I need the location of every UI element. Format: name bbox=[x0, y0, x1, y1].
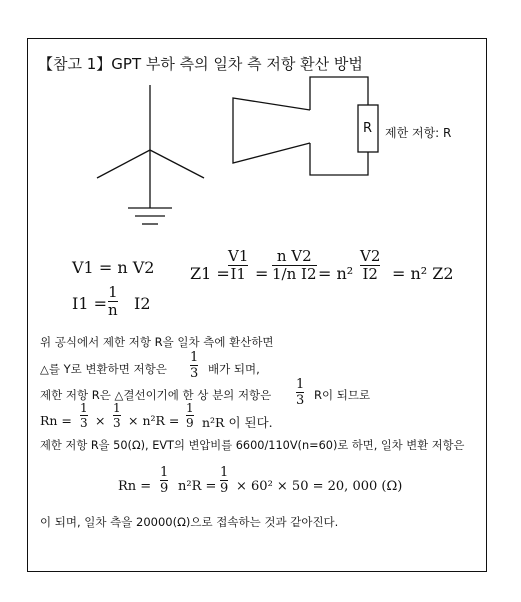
resistor-label: R bbox=[363, 121, 373, 136]
body-line-3-fraction bbox=[296, 378, 304, 407]
formula-v1: V1 = n V2 bbox=[72, 258, 155, 277]
body-line-6-end: × 60² × 50 = 20, 000 (Ω) bbox=[236, 479, 403, 494]
fraction-denominator: 9 bbox=[160, 481, 169, 496]
body-line-2-b: 배가 되며, bbox=[208, 362, 260, 376]
fraction-numerator: 1 bbox=[186, 401, 194, 415]
fraction-denominator: 3 bbox=[113, 416, 121, 430]
fraction-denominator: 3 bbox=[80, 416, 88, 430]
body-line-4-fraction-3 bbox=[186, 402, 194, 429]
formula-z1-end: = n² Z2 bbox=[392, 264, 454, 283]
body-line-2-fraction bbox=[190, 351, 198, 380]
formula-z1-fraction-3 bbox=[360, 249, 380, 282]
formula-i1-lhs: I1 = bbox=[72, 294, 107, 313]
open-delta-resistor-circuit bbox=[233, 77, 378, 175]
fraction-numerator: V2 bbox=[360, 247, 381, 265]
fraction-numerator: 1 bbox=[80, 401, 88, 415]
body-line-4-end: n²R 이 된다. bbox=[202, 415, 273, 430]
body-line-4-mid: × n²R = bbox=[128, 413, 180, 428]
fraction-denominator: I1 bbox=[230, 265, 246, 283]
body-line-7: 이 되며, 일차 측을 20000(Ω)으로 접속하는 것과 같아진다. bbox=[40, 515, 339, 529]
body-line-4-fraction-2 bbox=[113, 402, 121, 429]
resistor-caption: 제한 저항: R bbox=[385, 126, 452, 140]
fraction-denominator: 9 bbox=[220, 481, 229, 496]
fraction-denominator: 3 bbox=[190, 366, 199, 381]
fraction-denominator: 3 bbox=[296, 393, 305, 408]
fraction-numerator: 1 bbox=[190, 350, 199, 365]
formula-z1-lhs: Z1 = bbox=[190, 264, 230, 283]
body-line-2-a: △를 Y로 변환하면 저항은 bbox=[40, 362, 167, 376]
body-line-6-fraction-1 bbox=[160, 466, 168, 495]
formula-z1-eq1: = bbox=[255, 264, 269, 283]
body-line-1: 위 공식에서 제한 저항 R을 일차 측에 환산하면 bbox=[40, 335, 274, 349]
fraction-denominator: 9 bbox=[186, 416, 194, 430]
body-line-4-fraction-1 bbox=[80, 402, 88, 429]
fraction-numerator: 1 bbox=[113, 401, 121, 415]
document-title: 【참고 1】GPT 부하 측의 일차 측 저항 환산 방법 bbox=[38, 55, 363, 73]
fraction-denominator: n bbox=[108, 301, 118, 319]
formula-z1-fraction-1 bbox=[228, 249, 248, 282]
fraction-denominator: I2 bbox=[362, 265, 378, 283]
formula-i1-rhs: I2 bbox=[134, 294, 151, 313]
body-line-6-fraction-2 bbox=[220, 466, 228, 495]
body-line-4-times: × bbox=[95, 413, 106, 428]
fraction-numerator: 1 bbox=[220, 465, 229, 480]
formula-z1-fraction-2 bbox=[272, 249, 317, 282]
body-line-3-b: R이 되므로 bbox=[314, 388, 371, 402]
wye-ground-symbol bbox=[97, 85, 204, 224]
fraction-numerator: n V2 bbox=[276, 247, 312, 265]
fraction-numerator: 1 bbox=[108, 283, 118, 301]
fraction-numerator: 1 bbox=[296, 377, 305, 392]
body-line-4-a: Rn = bbox=[40, 413, 72, 428]
body-line-6-mid: n²R = bbox=[178, 479, 217, 494]
fraction-denominator: 1/n I2 bbox=[272, 265, 317, 283]
formula-i1-fraction bbox=[108, 285, 118, 318]
body-line-5: 제한 저항 R을 50(Ω), EVT의 변압비를 6600/110V(n=60)로 하면, 일차 변환 저항은 bbox=[40, 439, 465, 452]
body-line-3-a: 제한 저항 R은 △결선이기에 한 상 분의 저항은 bbox=[40, 388, 272, 402]
fraction-numerator: V1 bbox=[228, 247, 249, 265]
body-line-6-a: Rn = bbox=[118, 479, 152, 494]
fraction-numerator: 1 bbox=[160, 465, 169, 480]
formula-z1-eq2: = n² bbox=[318, 264, 354, 283]
